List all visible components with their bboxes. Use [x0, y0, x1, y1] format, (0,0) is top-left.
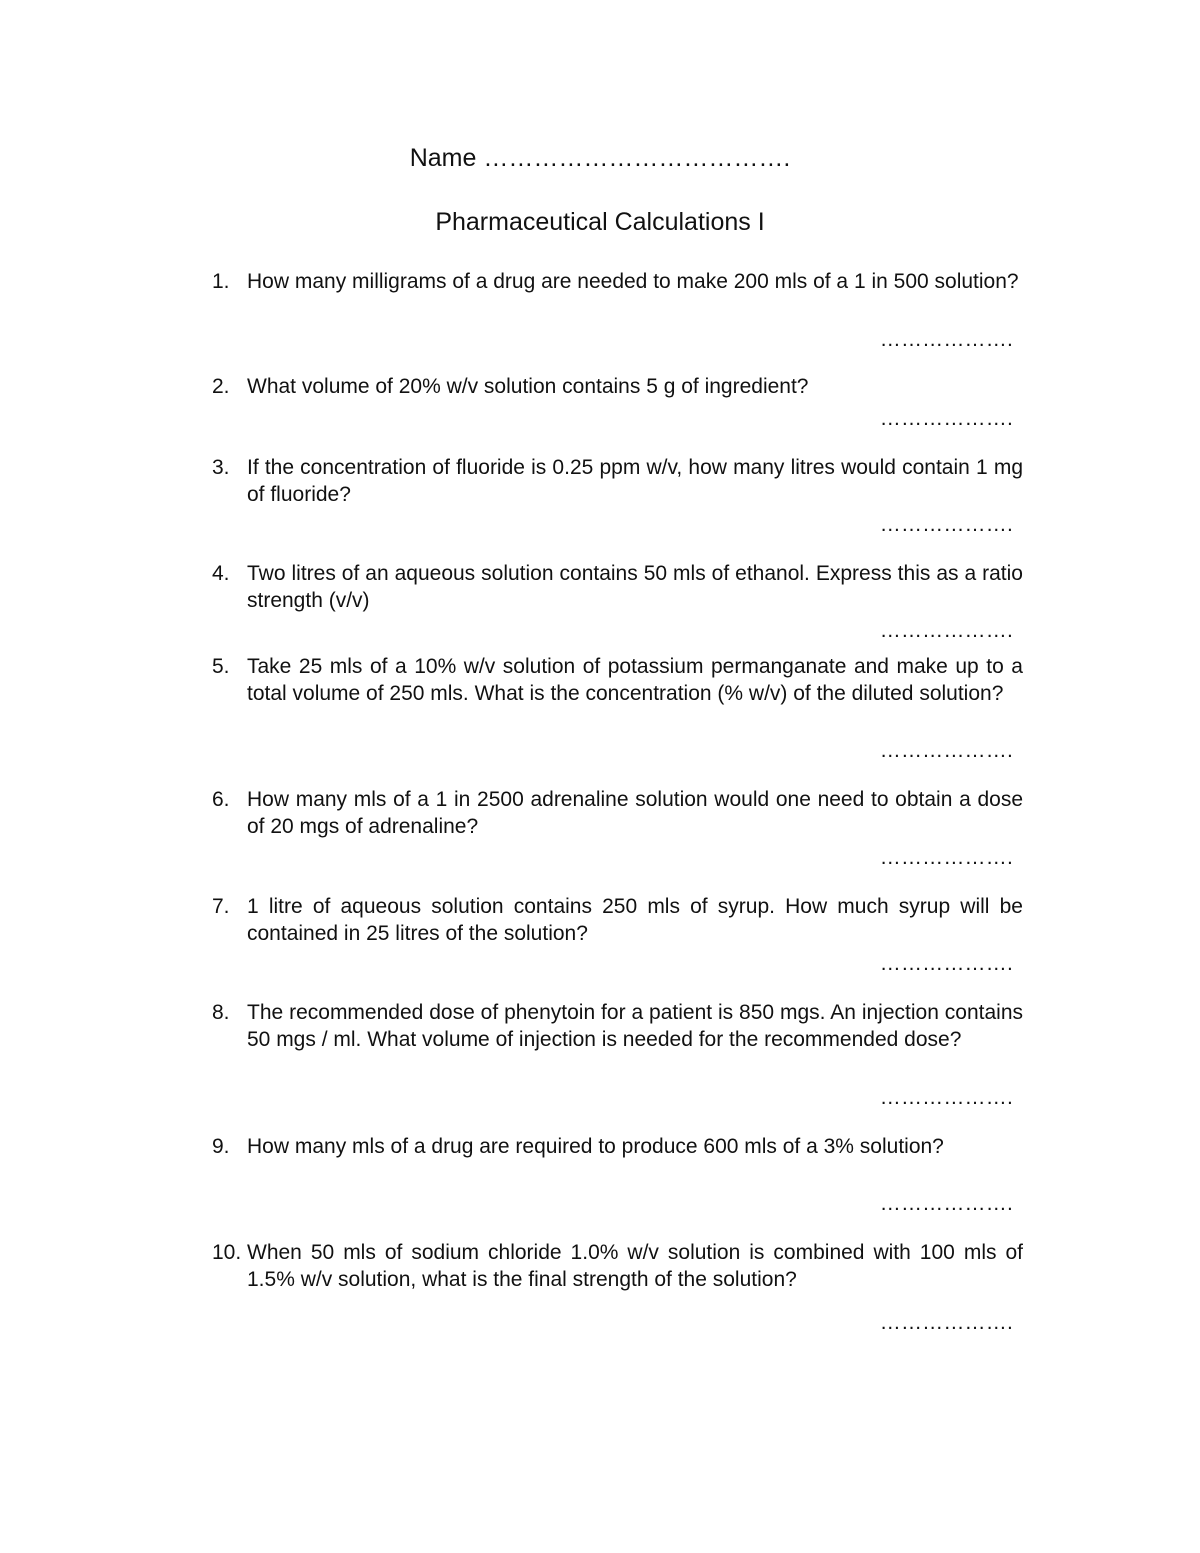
question-number: 6.	[212, 788, 230, 811]
question-text: 1 litre of aqueous solution contains 250 mls of syrup. How much syrup will be contained in 25 litres of the solution?	[247, 895, 1023, 945]
question-text: How many mls of a drug are required to produce 600 mls of a 3% solution?	[247, 1135, 944, 1158]
question-text: If the concentration of fluoride is 0.25 ppm w/v, how many litres would contain 1 mg of fluoride?	[247, 456, 1023, 506]
answer-blank[interactable]: ……………….	[879, 846, 1013, 869]
answer-blank[interactable]: ……………….	[879, 1086, 1013, 1109]
question-number: 10.	[212, 1241, 242, 1264]
answer-blank[interactable]: ……………….	[879, 739, 1013, 762]
question-number: 2.	[212, 375, 230, 398]
question-text: Two litres of an aqueous solution contains 50 mls of ethanol. Express this as a ratio strength (v/v)	[247, 562, 1023, 612]
answer-blank[interactable]: ……………….	[879, 407, 1013, 430]
question-text: What volume of 20% w/v solution contains 5 g of ingredient?	[247, 375, 809, 398]
question-number: 1.	[212, 270, 230, 293]
page-title: Pharmaceutical Calculations I	[435, 208, 765, 236]
question-number: 5.	[212, 655, 230, 678]
name-field-label: Name ……………………………….	[409, 144, 791, 172]
question-number: 9.	[212, 1135, 230, 1158]
question-text: Take 25 mls of a 10% w/v solution of potassium permanganate and make up to a total volume of 250 mls. What is the concentration (% w/v) of the diluted solution?	[247, 655, 1023, 705]
answer-blank[interactable]: ……………….	[879, 328, 1013, 351]
question-number: 7.	[212, 895, 230, 918]
answer-blank[interactable]: ……………….	[879, 1311, 1013, 1334]
question-text: How many milligrams of a drug are needed to make 200 mls of a 1 in 500 solution?	[247, 270, 1019, 293]
question-number: 8.	[212, 1001, 230, 1024]
question-number: 3.	[212, 456, 230, 479]
answer-blank[interactable]: ……………….	[879, 952, 1013, 975]
question-number: 4.	[212, 562, 230, 585]
answer-blank[interactable]: ……………….	[879, 1192, 1013, 1215]
question-text: How many mls of a 1 in 2500 adrenaline solution would one need to obtain a dose of 20 mgs of adrenaline?	[247, 788, 1023, 838]
answer-blank[interactable]: ……………….	[879, 619, 1013, 642]
question-text: The recommended dose of phenytoin for a patient is 850 mgs. An injection contains 50 mgs / ml. What volume of injection is needed for the recommended dose?	[247, 1001, 1023, 1051]
answer-blank[interactable]: ……………….	[879, 513, 1013, 536]
question-text: When 50 mls of sodium chloride 1.0% w/v solution is combined with 100 mls of 1.5% w/v solution, what is the final strength of the solution?	[247, 1241, 1023, 1291]
